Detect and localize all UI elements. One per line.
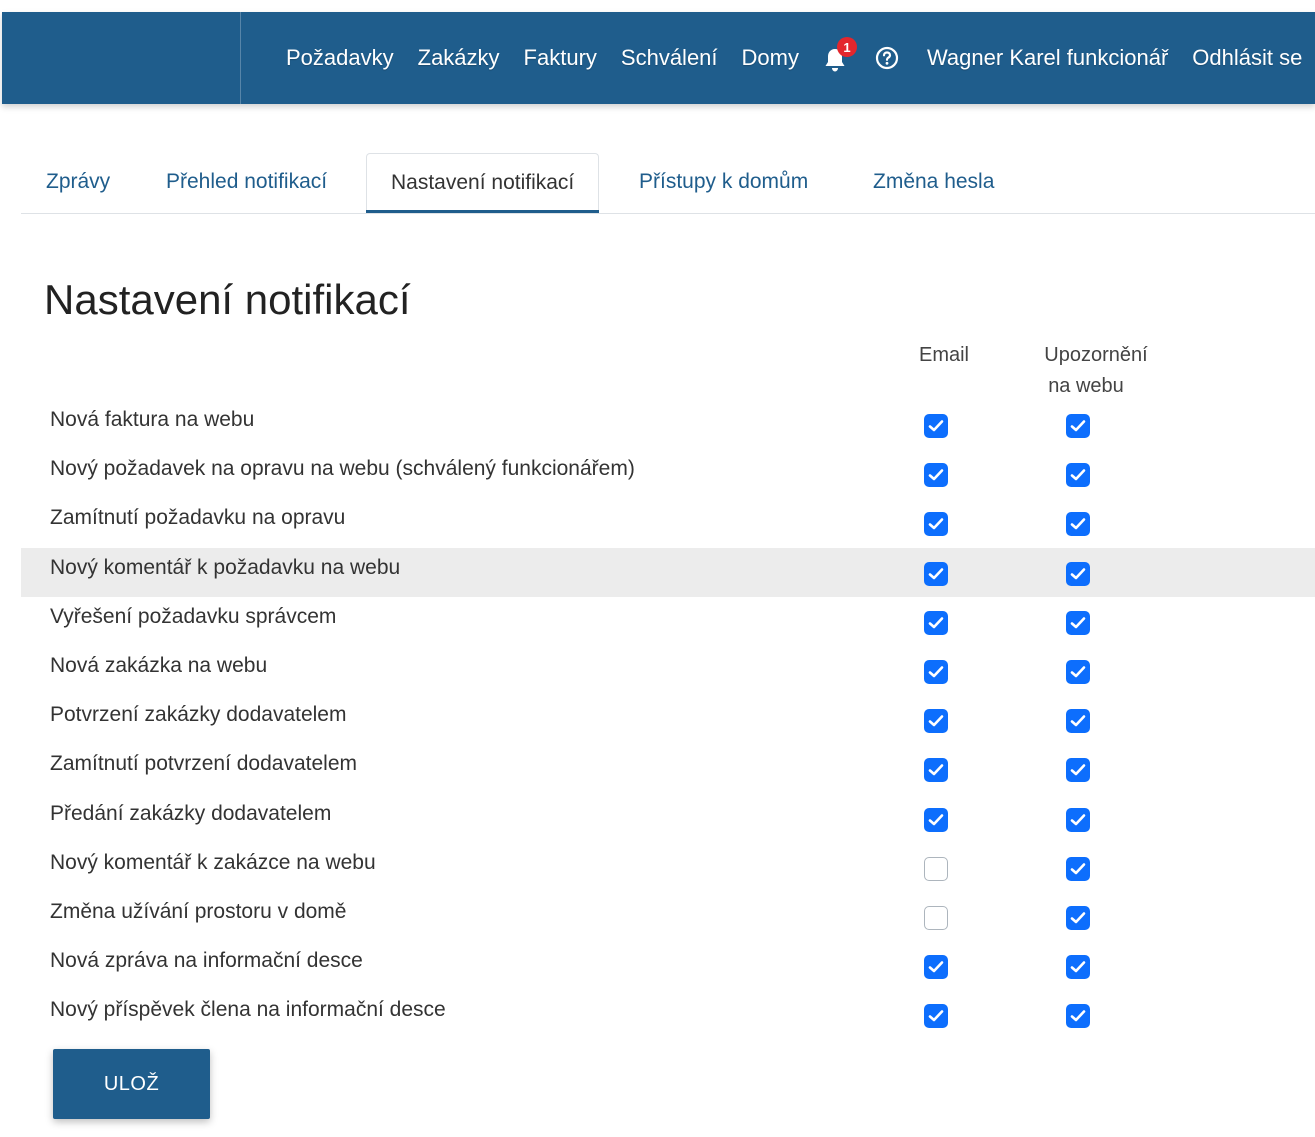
- notification-row: [21, 449, 1315, 498]
- tab-zmena-hesla[interactable]: Změna hesla: [873, 170, 995, 193]
- notification-row-label: Vyřešení požadavku správcem: [50, 604, 337, 628]
- check-icon: [928, 616, 944, 630]
- notification-count-badge: 1: [837, 37, 857, 57]
- email-checkbox[interactable]: [924, 611, 948, 635]
- nav-faktury[interactable]: Faktury: [523, 45, 597, 70]
- email-checkbox[interactable]: [924, 1004, 948, 1028]
- email-checkbox[interactable]: [924, 906, 948, 930]
- check-icon: [928, 1009, 944, 1023]
- check-icon: [1070, 960, 1086, 974]
- notification-row-label: Nová zpráva na informační desce: [50, 949, 363, 973]
- notification-row-label: Nový komentář k zakázce na webu: [50, 850, 376, 874]
- check-icon: [928, 567, 944, 581]
- column-header-email: Email: [918, 344, 969, 366]
- notification-row-label: Změna užívání prostoru v domě: [50, 899, 347, 923]
- notification-row: [21, 695, 1315, 744]
- column-header-web: [1026, 340, 1166, 402]
- tab-zpravy[interactable]: Zprávy: [46, 170, 111, 193]
- check-icon: [928, 468, 944, 482]
- notification-row: [21, 892, 1315, 941]
- top-navbar: [2, 12, 1315, 104]
- check-icon: [1070, 665, 1086, 679]
- tab-nastaveni-notifikaci[interactable]: Nastavení notifikací: [366, 153, 599, 211]
- notifications-button[interactable]: [823, 39, 851, 73]
- notification-row: [21, 597, 1315, 646]
- save-button[interactable]: ULOŽ: [53, 1049, 210, 1119]
- check-icon: [1070, 468, 1086, 482]
- check-icon: [928, 665, 944, 679]
- web-checkbox[interactable]: [1066, 808, 1090, 832]
- main-nav: [286, 12, 1315, 104]
- notification-row-label: Nový příspěvek člena na informační desce: [50, 998, 446, 1022]
- check-icon: [1070, 763, 1086, 777]
- notification-settings-list: [21, 400, 1315, 1039]
- web-checkbox[interactable]: [1066, 562, 1090, 586]
- web-checkbox[interactable]: [1066, 758, 1090, 782]
- check-icon: [1070, 419, 1086, 433]
- email-checkbox[interactable]: [924, 758, 948, 782]
- check-icon: [1070, 813, 1086, 827]
- nav-zakazky[interactable]: Zakázky: [417, 45, 500, 70]
- notification-row: [21, 646, 1315, 695]
- check-icon: [1070, 1009, 1086, 1023]
- notification-row-label: Zamítnutí požadavku na opravu: [50, 506, 346, 530]
- notification-row-label: Nová faktura na webu: [50, 408, 255, 431]
- notification-row: [21, 843, 1315, 892]
- web-checkbox[interactable]: [1066, 414, 1090, 438]
- question-circle-icon[interactable]: [875, 46, 899, 70]
- tab-prehled-notifikaci[interactable]: Přehled notifikací: [166, 170, 328, 193]
- check-icon: [1070, 714, 1086, 728]
- email-checkbox[interactable]: [924, 857, 948, 881]
- check-icon: [1070, 862, 1086, 876]
- email-checkbox[interactable]: [924, 955, 948, 979]
- web-checkbox[interactable]: [1066, 906, 1090, 930]
- notification-row: [21, 794, 1315, 843]
- nav-schvaleni[interactable]: Schválení: [620, 45, 718, 70]
- web-checkbox[interactable]: [1066, 611, 1090, 635]
- column-header-web-line1: Upozornění: [1044, 344, 1148, 366]
- check-icon: [1070, 517, 1086, 531]
- web-checkbox[interactable]: [1066, 955, 1090, 979]
- notification-row-label: Zamítnutí potvrzení dodavatelem: [50, 752, 357, 776]
- tab-pristupy-k-domum[interactable]: Přístupy k domům: [639, 170, 809, 193]
- check-icon: [1070, 911, 1086, 925]
- web-checkbox[interactable]: [1066, 660, 1090, 684]
- nav-pozadavky[interactable]: Požadavky: [286, 45, 394, 70]
- logout-link[interactable]: Odhlásit se: [1192, 45, 1303, 70]
- web-checkbox[interactable]: [1066, 1004, 1090, 1028]
- notification-row: [21, 990, 1315, 1039]
- web-checkbox[interactable]: [1066, 463, 1090, 487]
- check-icon: [1070, 616, 1086, 630]
- web-checkbox[interactable]: [1066, 857, 1090, 881]
- page-title: Nastavení notifikací: [44, 276, 411, 323]
- notification-row-label: Nový komentář k požadavku na webu: [50, 555, 401, 579]
- nav-domy[interactable]: Domy: [741, 45, 799, 70]
- check-icon: [928, 419, 944, 433]
- notification-row-label: Předání zakázky dodavatelem: [50, 801, 332, 825]
- email-checkbox[interactable]: [924, 414, 948, 438]
- notification-row: [21, 941, 1315, 990]
- check-icon: [928, 813, 944, 827]
- profile-tabs: [21, 153, 1315, 214]
- email-checkbox[interactable]: [924, 463, 948, 487]
- notification-row: [21, 744, 1315, 793]
- email-checkbox[interactable]: [924, 512, 948, 536]
- check-icon: [928, 517, 944, 531]
- notification-row: [21, 400, 1315, 449]
- notification-row-label: Potvrzení zakázky dodavatelem: [50, 703, 347, 727]
- check-icon: [928, 714, 944, 728]
- navbar-divider: [240, 12, 241, 104]
- check-icon: [928, 960, 944, 974]
- column-header-web-line2: na webu: [1048, 375, 1124, 397]
- email-checkbox[interactable]: [924, 660, 948, 684]
- email-checkbox[interactable]: [924, 709, 948, 733]
- check-icon: [928, 763, 944, 777]
- email-checkbox[interactable]: [924, 562, 948, 586]
- web-checkbox[interactable]: [1066, 709, 1090, 733]
- email-checkbox[interactable]: [924, 808, 948, 832]
- check-icon: [1070, 567, 1086, 581]
- web-checkbox[interactable]: [1066, 512, 1090, 536]
- notification-row: [21, 548, 1315, 597]
- notification-row: [21, 498, 1315, 547]
- user-name-link[interactable]: Wagner Karel funkcionář: [926, 45, 1169, 70]
- notification-row-label: Nový požadavek na opravu na webu (schválený funkcionářem): [50, 457, 635, 481]
- notification-row-label: Nová zakázka na webu: [50, 653, 268, 677]
